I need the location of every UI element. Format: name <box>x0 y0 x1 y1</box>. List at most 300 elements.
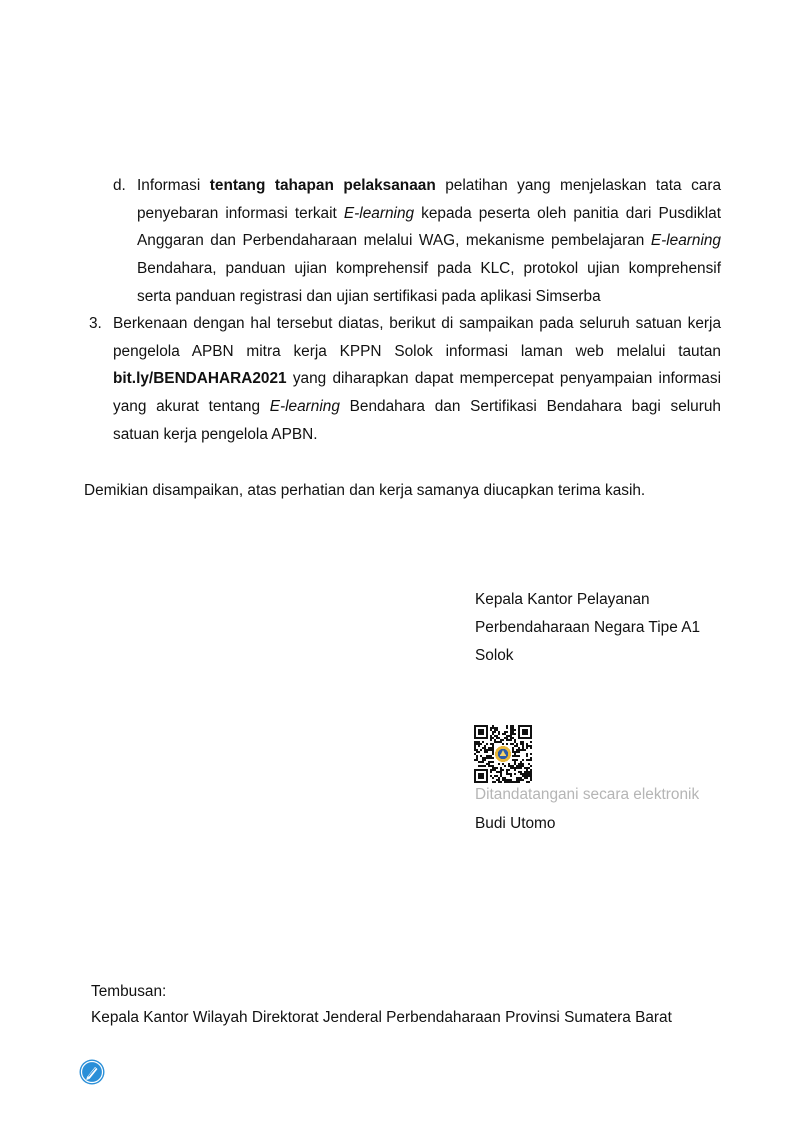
qr-module <box>530 771 532 773</box>
qr-module <box>520 771 522 773</box>
qr-module <box>482 761 484 763</box>
qr-module <box>506 725 508 727</box>
qr-module <box>490 769 492 771</box>
text-segment: Berkenaan dengan hal tersebut diatas, berikut di sampaikan pada seluruh satuan kerja pengelola APBN mitra kerja KPPN Solok informasi laman web melalui tautan <box>113 315 721 360</box>
qr-module <box>504 765 506 767</box>
qr-module <box>518 747 520 749</box>
qr-module <box>522 763 524 765</box>
qr-module <box>502 763 504 765</box>
qr-module <box>510 733 512 735</box>
qr-module <box>478 761 480 763</box>
text-segment: kepada peserta oleh panitia dari Pusdiklat Anggaran dan Perbendaharaan melalui WAG, mekanisme pembelajaran <box>137 204 721 250</box>
qr-module <box>482 759 484 761</box>
qr-module <box>494 731 496 733</box>
qr-module <box>496 735 498 737</box>
qr-module <box>510 775 512 777</box>
qr-module <box>490 761 492 763</box>
qr-module <box>494 767 496 769</box>
qr-module <box>492 753 494 755</box>
text-segment: Bendahara, panduan ujian komprehensif pada KLC, protokol ujian komprehensif serta panduan registrasi dan ujian sertifikasi pada aplikasi Simserba <box>137 260 721 305</box>
qr-module <box>510 765 512 767</box>
qr-module <box>506 769 508 771</box>
qr-module <box>508 735 510 737</box>
qr-module <box>492 745 494 747</box>
qr-module <box>514 729 516 731</box>
qr-module <box>492 751 494 753</box>
qr-module <box>524 773 526 775</box>
qr-module <box>478 743 480 745</box>
qr-module <box>526 777 528 779</box>
qr-module <box>476 743 478 745</box>
qr-module <box>512 725 514 727</box>
signatory-title-line-3: Solok <box>475 647 514 664</box>
qr-module <box>530 773 532 775</box>
qr-module <box>506 779 508 781</box>
qr-module <box>484 765 486 767</box>
qr-module <box>520 773 522 775</box>
qr-module <box>514 739 516 741</box>
qr-module <box>510 781 512 783</box>
qr-module <box>514 733 516 735</box>
qr-module <box>518 749 520 751</box>
qr-module <box>512 759 514 761</box>
qr-module <box>518 751 520 753</box>
qr-module <box>530 779 532 781</box>
qr-module <box>518 767 520 769</box>
qr-module <box>492 765 494 767</box>
qr-module <box>504 779 506 781</box>
qr-module <box>490 747 492 749</box>
pen-badge-icon <box>79 1059 105 1085</box>
qr-module <box>504 731 506 733</box>
qr-module <box>482 757 484 759</box>
qr-module <box>528 773 530 775</box>
text-segment: Bendahara dan Sertifikasi Bendahara bagi seluruh satuan kerja pengelola APBN. <box>113 398 721 443</box>
qr-module <box>490 757 492 759</box>
qr-module <box>494 739 496 741</box>
qr-module <box>522 759 524 761</box>
qr-module <box>484 749 486 751</box>
qr-module <box>516 743 518 745</box>
qr-module <box>516 745 518 747</box>
qr-module <box>514 773 516 775</box>
qr-module <box>520 743 522 745</box>
qr-module <box>484 759 486 761</box>
qr-module <box>512 731 514 733</box>
qr-module <box>474 745 476 747</box>
qr-module <box>510 729 512 731</box>
qr-module <box>516 749 518 751</box>
qr-module <box>500 741 502 743</box>
qr-module <box>514 763 516 765</box>
cc-recipient: Kepala Kantor Wilayah Direktorat Jenderal Perbendaharaan Provinsi Sumatera Barat <box>91 1009 672 1026</box>
qr-module <box>522 749 524 751</box>
qr-module <box>506 735 508 737</box>
qr-module <box>516 777 518 779</box>
qr-module <box>504 737 506 739</box>
qr-module <box>476 759 478 761</box>
qr-module <box>490 737 492 739</box>
qr-module <box>492 747 494 749</box>
qr-module <box>502 733 504 735</box>
qr-module <box>528 781 530 783</box>
qr-module <box>506 731 508 733</box>
qr-module <box>492 769 494 771</box>
qr-module <box>498 779 500 781</box>
qr-module <box>484 751 486 753</box>
qr-module <box>518 771 520 773</box>
qr-module <box>502 743 504 745</box>
qr-module <box>500 773 502 775</box>
qr-module <box>482 741 484 743</box>
qr-module <box>516 755 518 757</box>
qr-module <box>516 767 518 769</box>
qr-module <box>504 781 506 783</box>
qr-module <box>520 749 522 751</box>
qr-module <box>522 773 524 775</box>
qr-module <box>484 757 486 759</box>
qr-module <box>510 737 512 739</box>
qr-module <box>502 769 504 771</box>
qr-module <box>522 747 524 749</box>
qr-module <box>492 737 494 739</box>
qr-module <box>484 745 486 747</box>
qr-module <box>482 747 484 749</box>
qr-module <box>504 733 506 735</box>
qr-module <box>492 777 494 779</box>
qr-module <box>490 727 492 729</box>
qr-module <box>510 727 512 729</box>
qr-module <box>528 775 530 777</box>
qr-module <box>512 729 514 731</box>
qr-module <box>512 733 514 735</box>
qr-module <box>506 737 508 739</box>
qr-module <box>498 731 500 733</box>
qr-module <box>488 757 490 759</box>
qr-module <box>512 765 514 767</box>
qr-module <box>514 759 516 761</box>
qr-module <box>496 741 498 743</box>
qr-module <box>498 777 500 779</box>
qr-module <box>488 749 490 751</box>
qr-module <box>520 765 522 767</box>
qr-module <box>500 739 502 741</box>
qr-module <box>526 743 528 745</box>
qr-module <box>526 775 528 777</box>
qr-module <box>526 769 528 771</box>
text-segment: pelatihan yang menjelaskan tata cara penyebaran informasi terkait <box>137 177 722 222</box>
qr-module <box>478 741 480 743</box>
qr-module <box>510 773 512 775</box>
qr-module <box>502 777 504 779</box>
qr-module <box>488 747 490 749</box>
qr-module <box>500 775 502 777</box>
qr-module <box>486 757 488 759</box>
qr-module <box>520 761 522 763</box>
qr-module <box>500 771 502 773</box>
qr-module <box>480 743 482 745</box>
qr-module <box>530 775 532 777</box>
qr-module <box>484 747 486 749</box>
qr-module <box>522 765 524 767</box>
qr-module <box>488 763 490 765</box>
qr-module <box>492 757 494 759</box>
qr-module <box>508 763 510 765</box>
qr-module <box>474 753 476 755</box>
qr-module <box>528 771 530 773</box>
qr-module <box>512 747 514 749</box>
list-marker-3: 3. <box>89 315 102 332</box>
qr-module <box>514 761 516 763</box>
qr-module <box>476 757 478 759</box>
qr-module <box>512 781 514 783</box>
qr-module <box>514 781 516 783</box>
signatory-title-line-2: Perbendaharaan Negara Tipe A1 <box>475 619 701 636</box>
qr-module <box>506 739 508 741</box>
qr-module <box>492 733 494 735</box>
qr-module <box>498 733 500 735</box>
qr-module <box>506 773 508 775</box>
qr-module <box>490 729 492 731</box>
qr-module <box>514 769 516 771</box>
qr-module <box>510 731 512 733</box>
qr-module <box>490 775 492 777</box>
qr-module <box>530 745 532 747</box>
qr-module <box>512 749 514 751</box>
qr-module <box>474 759 476 761</box>
qr-module <box>496 771 498 773</box>
qr-module <box>488 761 490 763</box>
qr-module <box>476 755 478 757</box>
qr-module <box>510 743 512 745</box>
qr-module <box>522 743 524 745</box>
qr-module <box>500 767 502 769</box>
qr-module <box>498 781 500 783</box>
qr-module <box>526 767 528 769</box>
qr-module <box>512 751 514 753</box>
qr-module <box>524 767 526 769</box>
qr-module <box>518 765 520 767</box>
qr-module <box>494 781 496 783</box>
qr-module <box>486 751 488 753</box>
qr-module <box>480 755 482 757</box>
qr-module <box>514 745 516 747</box>
qr-module <box>474 741 476 743</box>
qr-module <box>508 765 510 767</box>
qr-module <box>506 771 508 773</box>
qr-module <box>490 771 492 773</box>
qr-module <box>496 775 498 777</box>
qr-module <box>498 771 500 773</box>
qr-module <box>520 741 522 743</box>
qr-module <box>516 765 518 767</box>
list-item-3 <box>113 310 721 449</box>
qr-module <box>508 779 510 781</box>
qr-module <box>494 727 496 729</box>
qr-module <box>526 781 528 783</box>
qr-module <box>496 767 498 769</box>
qr-module <box>494 729 496 731</box>
qr-module <box>516 759 518 761</box>
qr-module <box>530 747 532 749</box>
qr-module <box>494 741 496 743</box>
qr-module <box>498 763 500 765</box>
qr-module <box>496 727 498 729</box>
qr-module <box>512 727 514 729</box>
qr-module <box>516 751 518 753</box>
signatory-name: Budi Utomo <box>475 815 556 832</box>
qr-module <box>520 763 522 765</box>
qr-module <box>476 751 478 753</box>
qr-module <box>516 781 518 783</box>
qr-module <box>486 763 488 765</box>
qr-module <box>516 779 518 781</box>
qr-module <box>506 781 508 783</box>
ministry-seal-icon <box>494 745 512 763</box>
qr-module <box>476 741 478 743</box>
text-segment: yang diharapkan dapat mempercepat penyampaian informasi yang akurat tentang <box>113 370 721 416</box>
qr-module <box>502 739 504 741</box>
qr-module <box>530 741 532 743</box>
qr-module <box>492 743 494 745</box>
qr-module <box>494 775 496 777</box>
qr-module <box>508 781 510 783</box>
qr-module <box>522 741 524 743</box>
qr-module <box>490 739 492 741</box>
qr-module <box>474 747 476 749</box>
qr-module <box>492 749 494 751</box>
qr-module <box>492 731 494 733</box>
text-segment: Informasi <box>137 177 210 194</box>
qr-module <box>510 725 512 727</box>
qr-module <box>524 777 526 779</box>
qr-module <box>518 777 520 779</box>
qr-module <box>492 767 494 769</box>
cc-label: Tembusan: <box>91 983 167 1000</box>
qr-module <box>530 765 532 767</box>
qr-module <box>530 759 532 761</box>
list-marker-d: d. <box>113 177 126 194</box>
qr-module <box>512 743 514 745</box>
qr-module <box>512 755 514 757</box>
qr-module <box>496 729 498 731</box>
qr-module <box>488 755 490 757</box>
qr-module <box>518 763 520 765</box>
qr-module <box>518 755 520 757</box>
qr-module <box>520 777 522 779</box>
bold-phrase: tentang tahapan pelaksanaan <box>209 177 436 194</box>
italic-phrase: E-learning <box>343 204 415 222</box>
qr-module <box>518 779 520 781</box>
qr-module <box>528 759 530 761</box>
qr-module <box>512 737 514 739</box>
qr-module <box>522 779 524 781</box>
qr-module <box>514 741 516 743</box>
italic-phrase: E-learning <box>650 232 721 250</box>
qr-module <box>530 777 532 779</box>
qr-module <box>486 755 488 757</box>
qr-module <box>510 739 512 741</box>
qr-module <box>488 765 490 767</box>
qr-module <box>526 773 528 775</box>
qr-code-icon <box>474 725 532 783</box>
qr-module <box>514 753 516 755</box>
qr-module <box>490 735 492 737</box>
qr-module <box>498 737 500 739</box>
qr-module <box>526 745 528 747</box>
qr-module <box>526 747 528 749</box>
qr-module <box>510 735 512 737</box>
qr-module <box>494 735 496 737</box>
qr-module <box>510 779 512 781</box>
qr-module <box>476 749 478 751</box>
qr-module <box>490 743 492 745</box>
qr-module <box>504 777 506 779</box>
closing-sentence: Demikian disampaikan, atas perhatian dan kerja samanya diucapkan terima kasih. <box>84 482 646 499</box>
qr-module <box>524 771 526 773</box>
qr-module <box>500 781 502 783</box>
qr-module <box>526 755 528 757</box>
qr-module <box>526 759 528 761</box>
qr-module <box>506 727 508 729</box>
qr-module <box>478 745 480 747</box>
qr-module <box>496 737 498 739</box>
signatory-title-line-1: Kepala Kantor Pelayanan <box>475 591 650 608</box>
qr-module <box>478 765 480 767</box>
qr-module <box>508 773 510 775</box>
qr-module <box>508 739 510 741</box>
qr-module <box>510 767 512 769</box>
qr-module <box>526 753 528 755</box>
qr-module <box>514 751 516 753</box>
qr-module <box>490 749 492 751</box>
qr-module <box>490 755 492 757</box>
qr-module <box>524 775 526 777</box>
qr-module <box>528 763 530 765</box>
qr-module <box>508 769 510 771</box>
qr-module <box>492 761 494 763</box>
qr-module <box>520 779 522 781</box>
qr-module <box>518 781 520 783</box>
italic-phrase: E-learning <box>269 398 340 416</box>
qr-module <box>506 743 508 745</box>
qr-module <box>526 771 528 773</box>
qr-module <box>512 767 514 769</box>
qr-module <box>480 761 482 763</box>
qr-module <box>480 749 482 751</box>
qr-module <box>502 779 504 781</box>
qr-module <box>528 745 530 747</box>
qr-module <box>500 769 502 771</box>
link-text: bit.ly/BENDAHARA2021 <box>113 370 287 388</box>
qr-module <box>528 767 530 769</box>
qr-module <box>482 765 484 767</box>
qr-module <box>494 769 496 771</box>
qr-module <box>474 749 476 751</box>
qr-module <box>492 781 494 783</box>
qr-module <box>490 765 492 767</box>
qr-module <box>478 751 480 753</box>
qr-module <box>530 757 532 759</box>
electronic-signature-note: Ditandatangani secara elektronik <box>475 786 700 803</box>
qr-module <box>530 753 532 755</box>
qr-module <box>520 767 522 769</box>
qr-module <box>498 741 500 743</box>
qr-module <box>486 743 488 745</box>
qr-module <box>514 755 516 757</box>
qr-module <box>492 727 494 729</box>
qr-module <box>486 749 488 751</box>
